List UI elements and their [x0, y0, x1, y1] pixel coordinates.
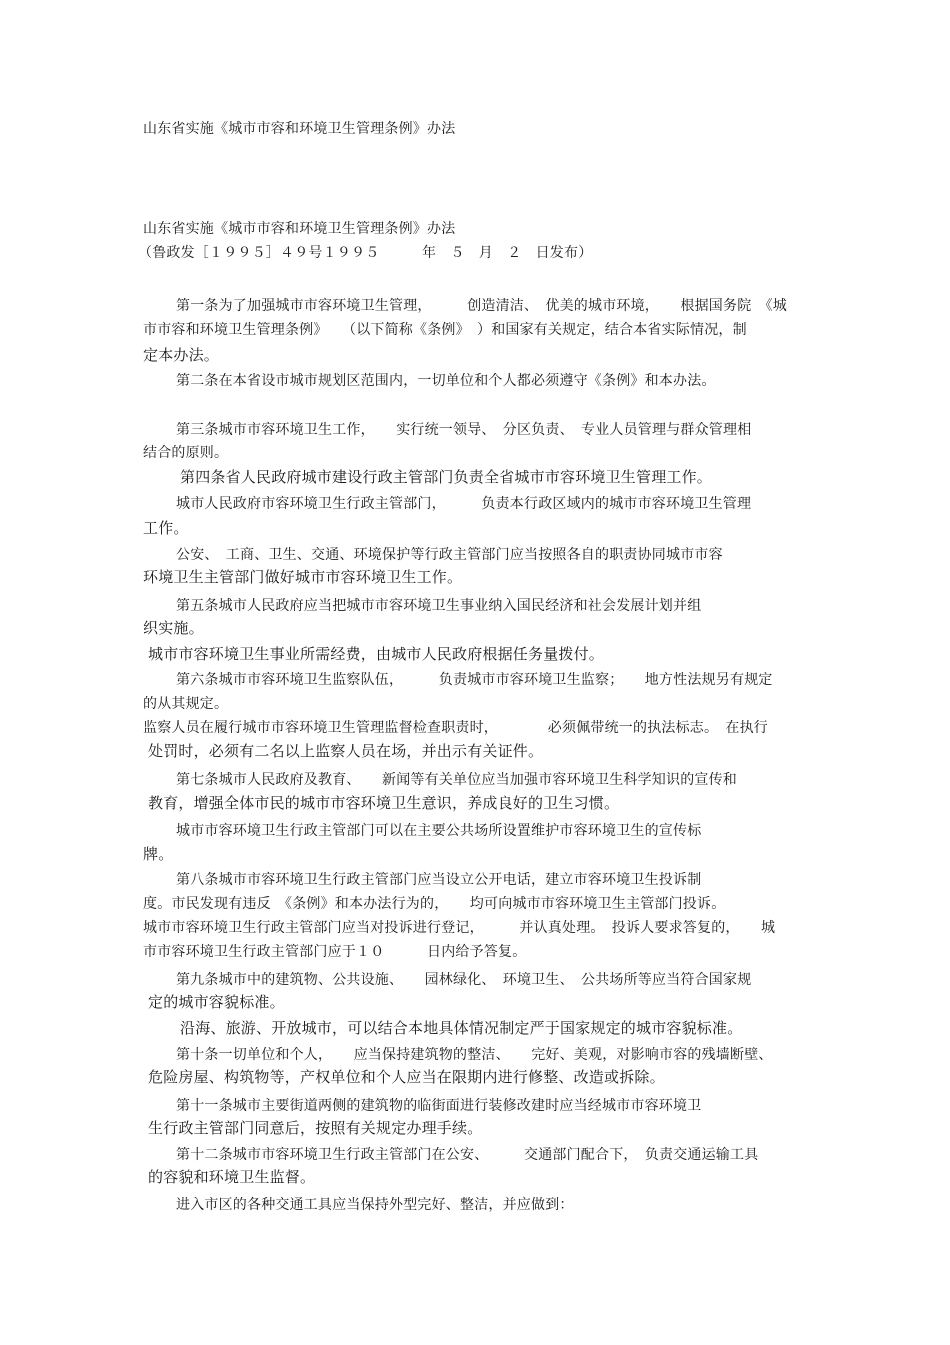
text-line: 定本办法。 [143, 346, 220, 364]
text-line: 第十一条城市主要街道两侧的建筑物的临街面进行装修改建时应当经城市市容环境卫 [176, 1098, 702, 1114]
text-line: 城市市容环境卫生行政主管部门可以在主要公共场所设置维护市容环境卫生的宣传标 [176, 823, 702, 839]
text-line: 第八条城市市容环境卫生行政主管部门应当设立公开电话，建立市容环境卫生投诉制 [176, 872, 702, 888]
text-line: 第四条省人民政府城市建设行政主管部门负责全省城市市容环境卫生管理工作。 [180, 468, 713, 486]
text-line: 教育，增强全体市民的城市市容环境卫生意识，养成良好的卫生习惯。 [148, 794, 620, 812]
text-line: 的从其规定。 [143, 696, 229, 712]
text-line: 第一条为了加强城市市容环境卫生管理， 创造清洁、 优美的城市环境， 根据国务院 《城 [176, 298, 787, 314]
text-line: 度。市民发现有违反 《条例》和本办法行为的， 均可向城市市容环境卫生主管部门投诉。 [143, 896, 726, 912]
text-line: 公安、 工商、卫生、交通、环境保护等行政主管部门应当按照各自的职责协同城市市容 [176, 547, 723, 563]
header-title: 山东省实施《城市市容和环境卫生管理条例》办法 [143, 121, 456, 137]
text-line: 第七条城市人民政府及教育、 新闻等有关单位应当加强市容环境卫生科学知识的宣传和 [176, 772, 737, 788]
text-line: 第六条城市市容环境卫生监察队伍， 负责城市市容环境卫生监察； 地方性法规另有规定 [176, 672, 773, 688]
text-line: 生行政主管部门同意后，按照有关规定办理手续。 [148, 1119, 483, 1137]
issuance-note: （鲁政发［１９９５］４９号１９９５ 年 ５ 月 ２ 日发布） [138, 245, 593, 261]
text-line: 第三条城市市容环境卫生工作， 实行统一领导、 分区负责、 专业人员管理与群众管理相 [176, 422, 752, 438]
text-line: 城市市容环境卫生行政主管部门应当对投诉进行登记， 并认真处理。 投诉人要求答复的， 城 [143, 920, 776, 936]
text-line: 城市人民政府市容环境卫生行政主管部门， 负责本行政区域内的城市市容环境卫生管理 [176, 496, 752, 512]
text-line: 危险房屋、构筑物等，产权单位和个人应当在限期内进行修整、改造或拆除。 [148, 1068, 665, 1086]
text-line: 市市容和环境卫生管理条例》 （以下简称《条例》 ）和国家有关规定，结合本省实际情况，制 [143, 322, 747, 338]
text-line: 第九条城市中的建筑物、公共设施、 园林绿化、 环境卫生、 公共场所等应当符合国家规 [176, 972, 752, 988]
text-line: 第十二条城市市容环境卫生行政主管部门在公安、 交通部门配合下， 负责交通运输工具 [176, 1147, 759, 1163]
text-line: 沿海、旅游、开放城市，可以结合本地具体情况制定严于国家规定的城市容貌标准。 [180, 1019, 743, 1037]
text-line: 市市容环境卫生行政主管部门应于１０ 日内给予答复。 [143, 944, 527, 960]
text-line: 织实施。 [143, 619, 204, 637]
text-line: 第十条一切单位和个人， 应当保持建筑物的整洁、 完好、美观，对影响市容的残墙断壁、 [176, 1047, 773, 1063]
text-line: 监察人员在履行城市市容环境卫生管理监督检查职责时， 必须佩带统一的执法标志。 在执行 [143, 720, 768, 736]
document-title: 山东省实施《城市市容和环境卫生管理条例》办法 [143, 221, 456, 237]
text-line: 牌。 [143, 845, 174, 863]
text-line: 环境卫生主管部门做好城市市容环境卫生工作。 [143, 568, 463, 586]
text-line: 第五条城市人民政府应当把城市市容环境卫生事业纳入国民经济和社会发展计划并组 [176, 598, 702, 614]
text-line: 处罚时，必须有二名以上监察人员在场，并出示有关证件。 [148, 742, 544, 760]
text-line: 工作。 [143, 519, 189, 537]
text-line: 第二条在本省设市城市规划区范围内，一切单位和个人都必须遵守《条例》和本办法。 [176, 373, 716, 389]
text-line: 结合的原则。 [143, 445, 229, 461]
text-line: 进入市区的各种交通工具应当保持外型完好、整洁，并应做到： [176, 1197, 574, 1213]
text-line: 定的城市容貌标准。 [148, 993, 285, 1011]
text-line: 城市市容环境卫生事业所需经费，由城市人民政府根据任务量拨付。 [148, 645, 605, 663]
text-line: 的容貌和环境卫生监督。 [148, 1168, 316, 1186]
